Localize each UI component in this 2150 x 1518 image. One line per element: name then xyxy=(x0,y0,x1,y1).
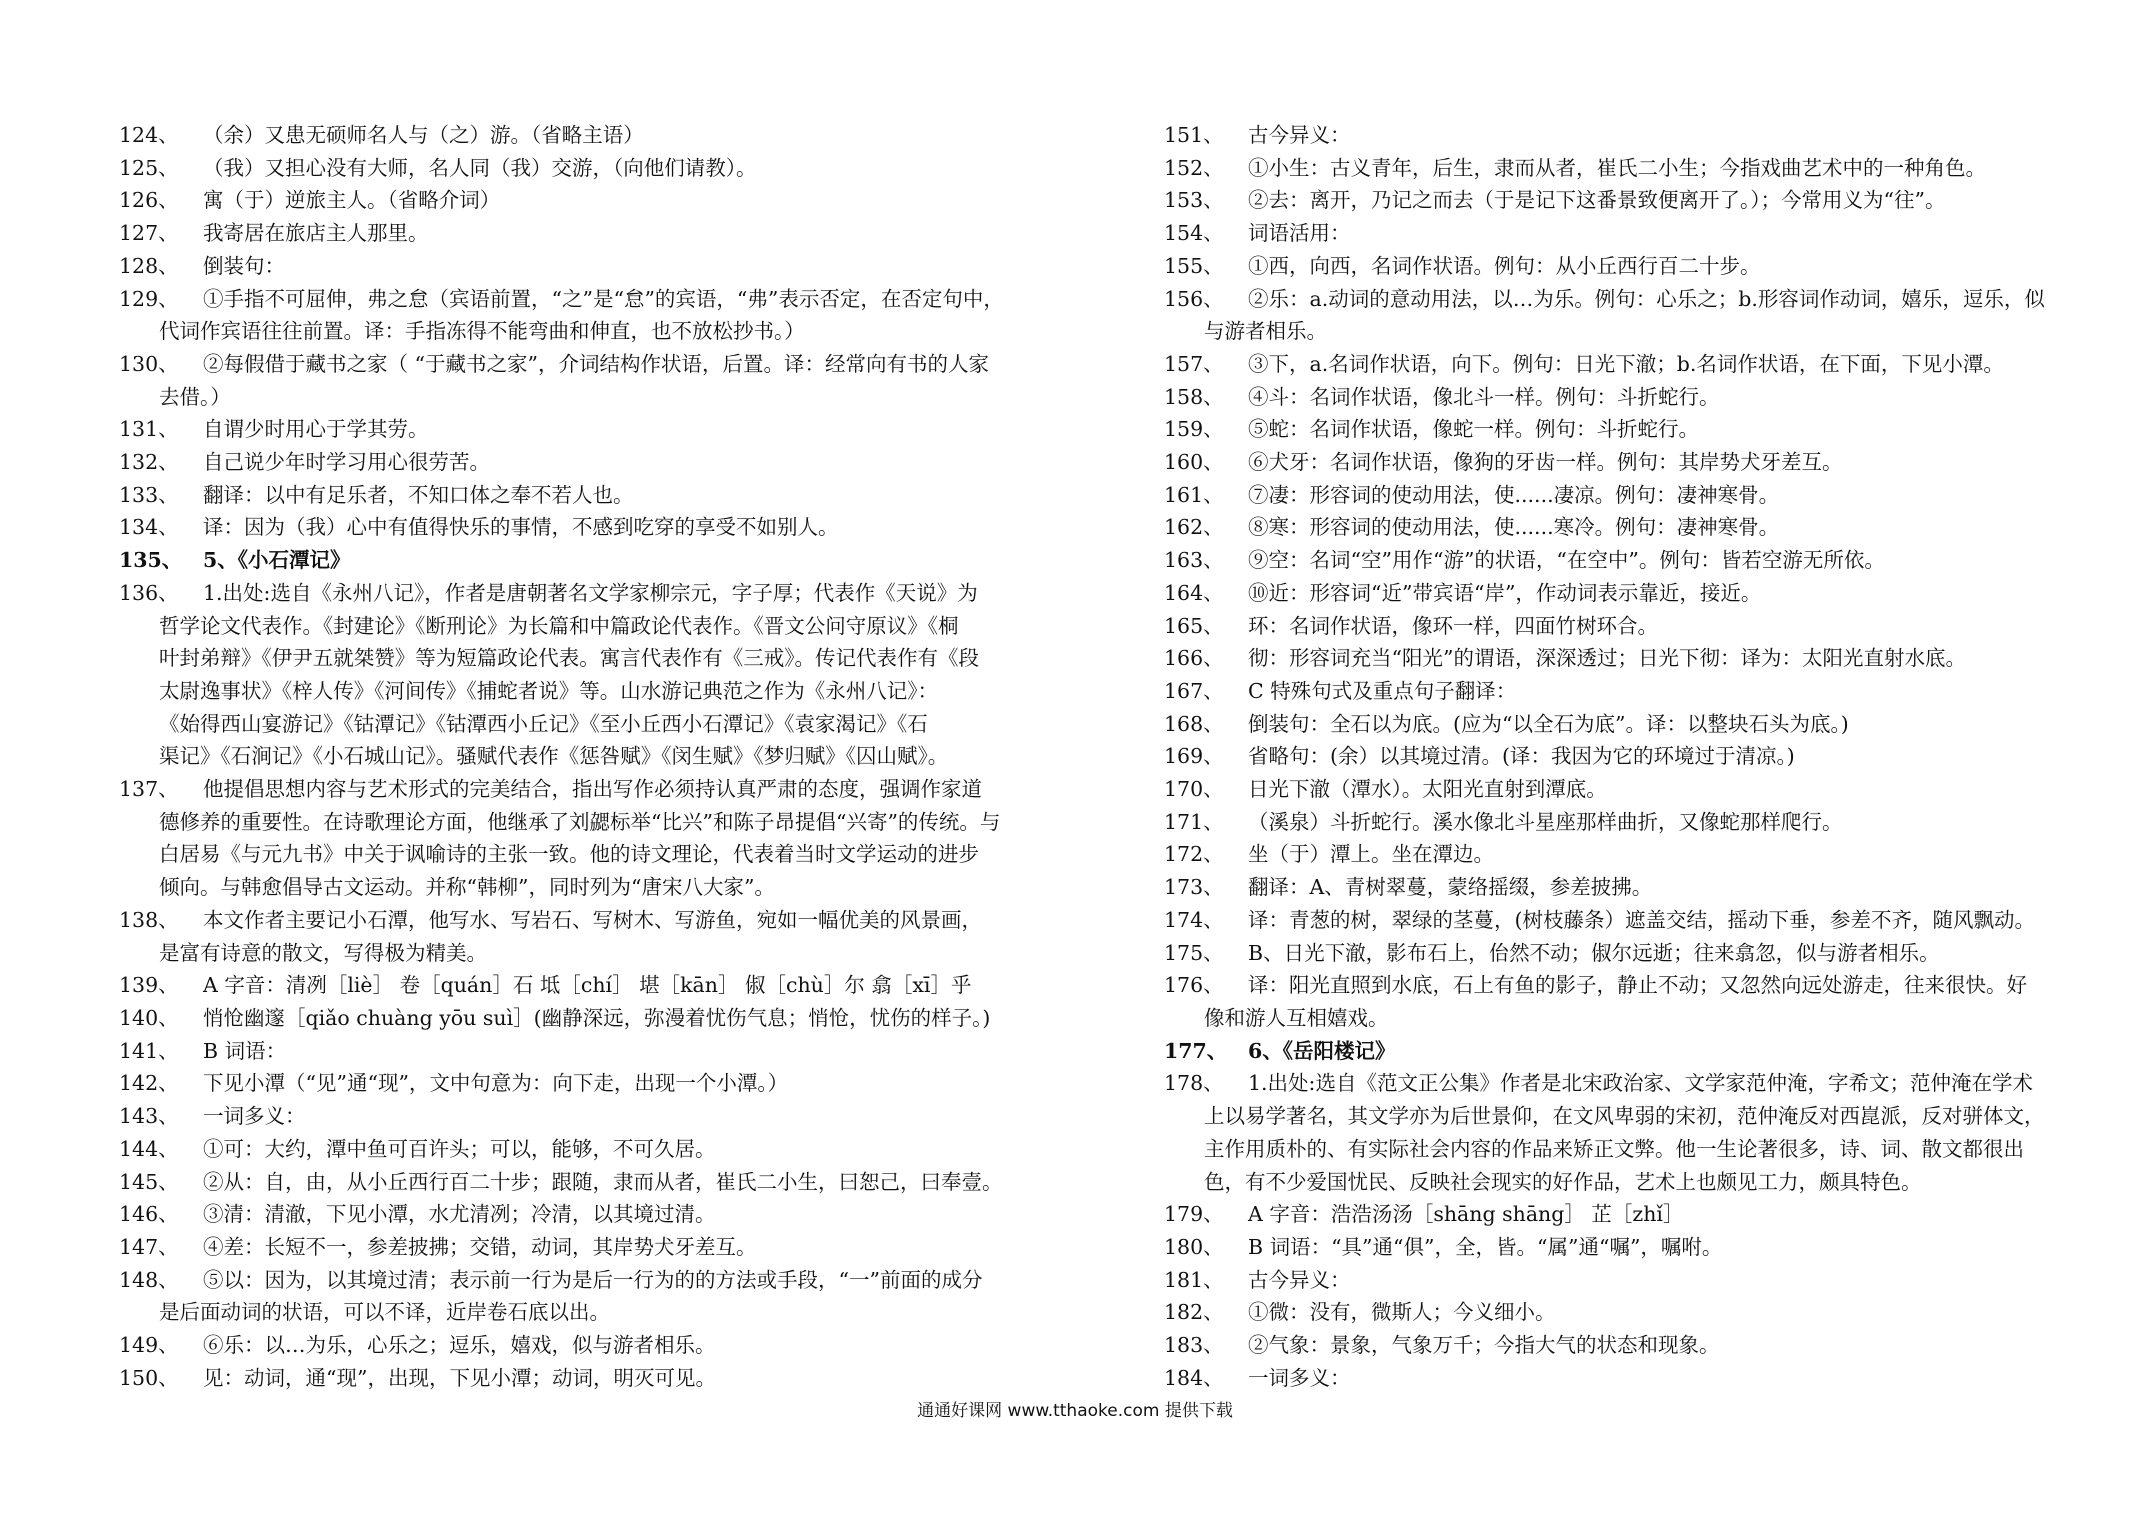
line-number: 176、 xyxy=(1164,973,1224,998)
line-number: 125、 xyxy=(119,155,179,180)
continuation-line xyxy=(119,610,1049,643)
line-text: 《始得西山宴游记》《钴潭记》《钴潭西小丘记》《至小丘西小石潭记》《袁家渴记》《石 xyxy=(159,711,928,736)
line-number: 168、 xyxy=(1164,711,1224,736)
numbered-line xyxy=(1164,871,2054,904)
line-number: 141、 xyxy=(119,1038,179,1063)
line-number: 175、 xyxy=(1164,940,1224,965)
line-text: ③清：清澈，下见小潭，水尤清冽；冷清，以其境过清。 xyxy=(203,1202,716,1227)
line-number: 137、 xyxy=(119,777,179,802)
line-number: 180、 xyxy=(1164,1234,1224,1259)
line-text: C 特殊句式及重点句子翻译： xyxy=(1248,678,1517,703)
numbered-line xyxy=(119,969,1049,1002)
line-number: 160、 xyxy=(1164,450,1224,475)
line-number: 182、 xyxy=(1164,1300,1224,1325)
line-text: 主作用质朴的、有实际社会内容的作品来矫正文弊。他一生论著很多，诗、词、散文都很出 xyxy=(1204,1136,2024,1161)
numbered-line xyxy=(119,1329,1049,1362)
numbered-line xyxy=(119,1198,1049,1231)
numbered-line xyxy=(1164,511,2054,544)
numbered-line xyxy=(119,217,1049,250)
numbered-line xyxy=(1164,1362,2054,1395)
line-number: 139、 xyxy=(119,973,179,998)
line-number: 133、 xyxy=(119,482,179,507)
numbered-line xyxy=(1164,1264,2054,1297)
numbered-line xyxy=(119,184,1049,217)
line-number: 159、 xyxy=(1164,417,1224,442)
line-text: 译：青葱的树，翠绿的茎蔓，(树枝藤条）遮盖交结，摇动下垂，参差不齐，随风飘动。 xyxy=(1248,907,2035,932)
line-text: 是后面动词的状语，可以不译，近岸卷石底以出。 xyxy=(159,1300,610,1325)
line-text: 我寄居在旅店主人那里。 xyxy=(203,221,429,246)
continuation-line xyxy=(119,838,1049,871)
line-text: 翻译：A、青树翠蔓，蒙络摇缀，参差披拂。 xyxy=(1248,875,1653,900)
line-number: 132、 xyxy=(119,450,179,475)
numbered-line xyxy=(1164,838,2054,871)
numbered-line xyxy=(119,250,1049,283)
line-text: 叶封弟辩》《伊尹五就桀赞》等为短篇政论代表。寓言代表作有《三戒》。传记代表作有《段 xyxy=(159,646,979,671)
line-text: 寓（于）逆旅主人。（省略介词） xyxy=(203,188,501,213)
line-text: ⑦凄：形容词的使动用法，使......凄凉。例句：凄神寒骨。 xyxy=(1248,482,1780,507)
line-number: 138、 xyxy=(119,907,179,932)
numbered-line xyxy=(119,479,1049,512)
line-text: 去借。） xyxy=(159,384,231,409)
line-text: ④斗：名词作状语，像北斗一样。例句：斗折蛇行。 xyxy=(1248,384,1720,409)
line-number: 179、 xyxy=(1164,1202,1224,1227)
numbered-line xyxy=(1164,708,2054,741)
numbered-line xyxy=(1164,1067,2054,1100)
line-text: 一词多义： xyxy=(203,1104,306,1129)
line-text: ②从：自，由，从小丘西行百二十步；跟随，隶而从者，崔氏二小生，曰恕己，曰奉壹。 xyxy=(203,1169,1003,1194)
line-text: 渠记》《石涧记》《小石城山记》。骚赋代表作《惩咎赋》《闵生赋》《梦归赋》《囚山赋》。 xyxy=(159,744,949,769)
line-text: ②乐：a.动词的意动用法，以…为乐。例句：心乐之；b.形容词作动词，嬉乐，逗乐，似 xyxy=(1248,286,2045,311)
numbered-line xyxy=(119,1362,1049,1395)
continuation-line xyxy=(119,381,1049,414)
line-number: 165、 xyxy=(1164,613,1224,638)
line-text: 色，有不少爱国忧民、反映社会现实的好作品，艺术上也颇见工力，颇具特色。 xyxy=(1204,1169,1922,1194)
line-number: 166、 xyxy=(1164,646,1224,671)
numbered-line xyxy=(1164,413,2054,446)
line-number: 147、 xyxy=(119,1234,179,1259)
numbered-line xyxy=(1164,250,2054,283)
line-text: 自己说少年时学习用心很劳苦。 xyxy=(203,450,490,475)
numbered-line xyxy=(1164,1296,2054,1329)
numbered-line xyxy=(119,1133,1049,1166)
line-number: 130、 xyxy=(119,351,179,376)
line-number: 154、 xyxy=(1164,221,1224,246)
continuation-line xyxy=(119,740,1049,773)
line-text: 上以易学著名，其文学亦为后世景仰，在文风卑弱的宋初，范仲淹反对西崑派，反对骈体文， xyxy=(1204,1104,2045,1129)
line-text: 太尉逸事状》《梓人传》《河间传》《捕蛇者说》等。山水游记典范之作为《永州八记》： xyxy=(159,678,938,703)
numbered-line xyxy=(1164,937,2054,970)
continuation-line xyxy=(1164,1133,2054,1166)
line-text: ①西，向西，名词作状语。例句：从小丘西行百二十步。 xyxy=(1248,253,1761,278)
numbered-line xyxy=(1164,544,2054,577)
continuation-line xyxy=(119,315,1049,348)
line-text: 1.出处:选自《永州八记》，作者是唐朝著名文学家柳宗元，字子厚；代表作《天说》为 xyxy=(203,580,978,605)
numbered-line xyxy=(119,1231,1049,1264)
line-text: 一词多义： xyxy=(1248,1365,1351,1390)
line-text: 下见小潭（“见”通“现”，文中句意为：向下走，出现一个小潭。） xyxy=(203,1071,789,1096)
line-number: 163、 xyxy=(1164,548,1224,573)
line-text: 古今异义： xyxy=(1248,123,1351,147)
line-number: 128、 xyxy=(119,253,179,278)
line-text: 倾向。与韩愈倡导古文运动。并称“韩柳”，同时列为“唐宋八大家”。 xyxy=(159,875,775,900)
line-text: B 词语： xyxy=(203,1038,287,1063)
line-number: 148、 xyxy=(119,1267,179,1292)
line-number: 152、 xyxy=(1164,155,1224,180)
line-number: 145、 xyxy=(119,1169,179,1194)
numbered-line xyxy=(119,283,1049,316)
line-number: 150、 xyxy=(119,1365,179,1390)
line-number: 151、 xyxy=(1164,123,1224,147)
numbered-line xyxy=(1164,1198,2054,1231)
line-text: 1.出处:选自《范文正公集》作者是北宋政治家、文学家范仲淹，字希文；范仲淹在学术 xyxy=(1248,1071,2033,1096)
line-number: 184、 xyxy=(1164,1365,1224,1390)
line-text: 5、《小石潭记》 xyxy=(203,548,351,573)
line-number: 142、 xyxy=(119,1071,179,1096)
numbered-line xyxy=(1164,381,2054,414)
line-number: 170、 xyxy=(1164,777,1224,802)
numbered-line xyxy=(1164,217,2054,250)
numbered-line xyxy=(119,1035,1049,1068)
line-text: ②每假借于藏书之家（ “于藏书之家”，介词结构作状语，后置。译：经常向有书的人家 xyxy=(203,351,989,376)
line-number: 178、 xyxy=(1164,1071,1224,1096)
line-number: 127、 xyxy=(119,221,179,246)
line-text: 他提倡思想内容与艺术形式的完美结合，指出写作必须持认真严肃的态度，强调作家道 xyxy=(203,777,982,802)
line-number: 157、 xyxy=(1164,351,1224,376)
line-text: ②气象：景象，气象万千；今指大气的状态和现象。 xyxy=(1248,1333,1720,1358)
line-number: 174、 xyxy=(1164,907,1224,932)
line-text: ①微：没有，微斯人；今义细小。 xyxy=(1248,1300,1556,1325)
numbered-line xyxy=(1164,675,2054,708)
continuation-line xyxy=(1164,1166,2054,1199)
line-number: 171、 xyxy=(1164,809,1224,834)
numbered-line xyxy=(1164,577,2054,610)
left-column xyxy=(119,119,1049,1394)
line-text: A 字音：清冽［liè］ 卷［quán］石 坻［chí］ 堪［kān］ 俶［chù］尔 翕［xī］乎 xyxy=(203,973,972,998)
line-number: 134、 xyxy=(119,515,179,540)
line-text: 本文作者主要记小石潭，他写水、写岩石、写树木、写游鱼，宛如一幅优美的风景画， xyxy=(203,907,982,932)
line-number: 181、 xyxy=(1164,1267,1224,1292)
line-text: （我）又担心没有大师，名人同（我）交游，（向他们请教）。 xyxy=(203,155,757,180)
numbered-line xyxy=(1164,904,2054,937)
numbered-line xyxy=(1164,806,2054,839)
line-text: 与游者相乐。 xyxy=(1204,319,1327,344)
numbered-line xyxy=(119,119,1049,152)
continuation-line xyxy=(119,806,1049,839)
line-number: 158、 xyxy=(1164,384,1224,409)
numbered-line xyxy=(119,904,1049,937)
numbered-line xyxy=(1164,1329,2054,1362)
line-text: ①小生：古义青年，后生，隶而从者，崔氏二小生；今指戏曲艺术中的一种角色。 xyxy=(1248,155,1986,180)
numbered-line xyxy=(119,1002,1049,1035)
numbered-line xyxy=(1164,283,2054,316)
line-text: 代词作宾语往往前置。译：手指冻得不能弯曲和伸直，也不放松抄书。） xyxy=(159,319,805,344)
line-text: 哲学论文代表作。《封建论》《断刑论》为长篇和中篇政论代表作。《晋文公问守原议》《桐 xyxy=(159,613,959,638)
numbered-line xyxy=(1164,610,2054,643)
line-number: 155、 xyxy=(1164,253,1224,278)
numbered-line xyxy=(119,152,1049,185)
line-number: 167、 xyxy=(1164,678,1224,703)
line-text: （余）又患无硕师名人与（之）游。（省略主语） xyxy=(203,123,644,147)
line-text: 环：名词作状语，像环一样，四面竹树环合。 xyxy=(1248,613,1658,638)
numbered-line xyxy=(119,446,1049,479)
numbered-line xyxy=(1164,119,2054,152)
numbered-line xyxy=(119,1100,1049,1133)
right-column xyxy=(1164,119,2054,1394)
line-text: ①可：大约，潭中鱼可百许头；可以，能够，不可久居。 xyxy=(203,1136,716,1161)
line-number: 162、 xyxy=(1164,515,1224,540)
line-text: 像和游人互相嬉戏。 xyxy=(1204,1005,1389,1030)
line-text: 翻译：以中有足乐者，不知口体之奉不若人也。 xyxy=(203,482,634,507)
numbered-line xyxy=(1164,773,2054,806)
line-text: ⑨空：名词“空”用作“游”的状语，“在空中”。例句：皆若空游无所依。 xyxy=(1248,548,1885,573)
line-number: 126、 xyxy=(119,188,179,213)
numbered-line xyxy=(1164,1035,2054,1068)
line-number: 164、 xyxy=(1164,580,1224,605)
line-text: 译：因为（我）心中有值得快乐的事情，不感到吃穿的享受不如别人。 xyxy=(203,515,839,540)
line-number: 183、 xyxy=(1164,1333,1224,1358)
numbered-line xyxy=(1164,642,2054,675)
numbered-line xyxy=(1164,1231,2054,1264)
line-number: 156、 xyxy=(1164,286,1224,311)
numbered-line xyxy=(1164,479,2054,512)
line-text: B、日光下澈，影布石上，佁然不动；俶尔远逝；往来翕忽，似与游者相乐。 xyxy=(1248,940,1940,965)
line-text: 倒装句：全石以为底。(应为“以全石为底”。译：以整块石头为底。) xyxy=(1248,711,1849,736)
numbered-line xyxy=(1164,152,2054,185)
line-text: 悄怆幽邃［qiǎo chuàng yōu suì］(幽静深远，弥漫着忧伤气息；悄怆，忧伤的样子。) xyxy=(203,1005,991,1030)
line-number: 149、 xyxy=(119,1333,179,1358)
line-number: 169、 xyxy=(1164,744,1224,769)
continuation-line xyxy=(119,708,1049,741)
line-text: 倒装句： xyxy=(203,253,285,278)
line-number: 143、 xyxy=(119,1104,179,1129)
line-number: 124、 xyxy=(119,123,179,147)
numbered-line xyxy=(1164,969,2054,1002)
numbered-line xyxy=(119,348,1049,381)
line-number: 177、 xyxy=(1164,1038,1228,1063)
line-text: 日光下澈（潭水）。太阳光直射到潭底。 xyxy=(1248,777,1607,802)
line-text: ⑤蛇：名词作状语，像蛇一样。例句：斗折蛇行。 xyxy=(1248,417,1699,442)
line-number: 136、 xyxy=(119,580,179,605)
line-text: A 字音：浩浩汤汤［shāng shāng］ 芷［zhǐ］ xyxy=(1248,1202,1684,1227)
numbered-line xyxy=(119,577,1049,610)
numbered-line xyxy=(119,413,1049,446)
line-number: 135、 xyxy=(119,548,183,573)
line-text: 见：动词，通“现”，出现，下见小潭；动词，明灭可见。 xyxy=(203,1365,716,1390)
line-number: 146、 xyxy=(119,1202,179,1227)
line-text: ⑥犬牙：名词作状语，像狗的牙齿一样。例句：其岸势犬牙差互。 xyxy=(1248,450,1843,475)
continuation-line xyxy=(119,675,1049,708)
line-text: ⑤以：因为，以其境过清；表示前一行为是后一行为的的方法或手段，“一”前面的成分 xyxy=(203,1267,983,1292)
line-text: 6、《岳阳楼记》 xyxy=(1248,1038,1396,1063)
line-text: 白居易《与元九书》中关于讽喻诗的主张一致。他的诗文理论，代表着当时文学运动的进步 xyxy=(159,842,979,867)
line-number: 140、 xyxy=(119,1005,179,1030)
line-text: 德修养的重要性。在诗歌理论方面，他继承了刘勰标举“比兴”和陈子昂提倡“兴寄”的传统。与 xyxy=(159,809,1001,834)
line-text: 词语活用： xyxy=(1248,221,1351,246)
continuation-line xyxy=(1164,1100,2054,1133)
line-number: 144、 xyxy=(119,1136,179,1161)
line-text: 古今异义： xyxy=(1248,1267,1351,1292)
numbered-line xyxy=(1164,740,2054,773)
line-text: 是富有诗意的散文，写得极为精美。 xyxy=(159,940,487,965)
line-number: 161、 xyxy=(1164,482,1224,507)
numbered-line xyxy=(119,511,1049,544)
line-text: ④差：长短不一，参差披拂；交错，动词，其岸势犬牙差互。 xyxy=(203,1234,757,1259)
line-number: 173、 xyxy=(1164,875,1224,900)
line-number: 131、 xyxy=(119,417,179,442)
numbered-line xyxy=(119,1067,1049,1100)
line-text: 坐（于）潭上。坐在潭边。 xyxy=(1248,842,1494,867)
line-text: ⑧寒：形容词的使动用法，使......寒冷。例句：凄神寒骨。 xyxy=(1248,515,1780,540)
line-text: ②去：离开，乃记之而去（于是记下这番景致便离开了。）；今常用义为“往”。 xyxy=(1248,188,1946,213)
line-number: 153、 xyxy=(1164,188,1224,213)
line-text: B 词语：“具”通“俱”，全，皆。“属”通“嘱”，嘱咐。 xyxy=(1248,1234,1723,1259)
line-text: 省略句：(余）以其境过清。(译：我因为它的环境过于清凉。) xyxy=(1248,744,1795,769)
numbered-line xyxy=(119,544,1049,577)
line-number: 172、 xyxy=(1164,842,1224,867)
numbered-line xyxy=(119,1166,1049,1199)
line-text: 自谓少时用心于学其劳。 xyxy=(203,417,429,442)
line-text: ⑩近：形容词“近”带宾语“岸”，作动词表示靠近，接近。 xyxy=(1248,580,1762,605)
numbered-line xyxy=(1164,348,2054,381)
continuation-line xyxy=(119,871,1049,904)
line-text: 译：阳光直照到水底，石上有鱼的影子，静止不动；又忽然向远处游走，往来很快。好 xyxy=(1248,973,2027,998)
continuation-line xyxy=(1164,1002,2054,1035)
line-number: 129、 xyxy=(119,286,179,311)
line-text: ①手指不可屈伸，弗之怠（宾语前置，“之”是“怠”的宾语，“弗”表示否定，在否定句中， xyxy=(203,286,1004,311)
continuation-line xyxy=(119,1296,1049,1329)
line-text: ③下，a.名词作状语，向下。例句：日光下澈；b.名词作状语，在下面，下见小潭。 xyxy=(1248,351,2004,376)
numbered-line xyxy=(119,773,1049,806)
numbered-line xyxy=(1164,446,2054,479)
line-text: （溪泉）斗折蛇行。溪水像北斗星座那样曲折，又像蛇那样爬行。 xyxy=(1248,809,1843,834)
continuation-line xyxy=(119,937,1049,970)
line-text: 彻：形容词充当“阳光”的谓语，深深透过；日光下彻：译为：太阳光直射水底。 xyxy=(1248,646,1966,671)
numbered-line xyxy=(1164,184,2054,217)
continuation-line xyxy=(1164,315,2054,348)
line-text: ⑥乐：以…为乐，心乐之；逗乐，嬉戏，似与游者相乐。 xyxy=(203,1333,716,1358)
numbered-line xyxy=(119,1264,1049,1297)
continuation-line xyxy=(119,642,1049,675)
page-footer: 通通好课网 www.tthaoke.com 提供下载 xyxy=(917,1401,1233,1421)
